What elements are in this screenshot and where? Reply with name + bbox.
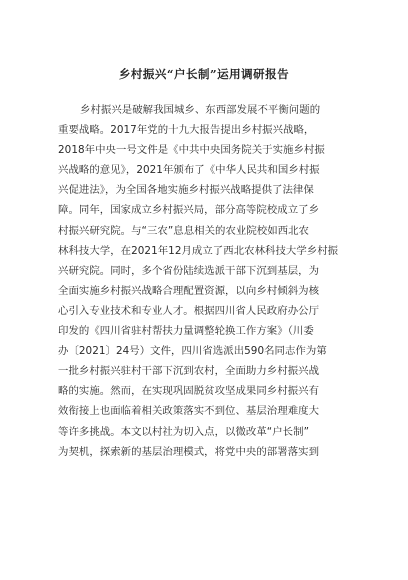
paragraph-line: 乡村振兴是破解我国城乡、东西部发展不平衡问题的	[80, 104, 321, 116]
paragraph-line: 等许多挑战。本文以村社为切入点，以微改革“户长制”	[58, 425, 309, 438]
paragraph-line: 兴研究院。同时，多个省份陆续选派干部下沉到基层，为	[58, 264, 320, 277]
paragraph-line: 心引入专业技术和专业人才。根据四川省人民政府办公厅	[58, 304, 320, 317]
paragraph-line: 2018年中央一号文件是《中共中央国务院关于实施乡村振	[58, 144, 325, 157]
paragraph-line: 兴战略的意见》，2021年颁布了《中华人民共和国乡村振	[58, 164, 320, 177]
document-title: 乡村振兴“户长制”运用调研报告	[118, 67, 290, 81]
paragraph-line: 略的实施。然而，在实现巩固脱贫攻坚成果同乡村振兴有	[58, 385, 320, 398]
paragraph-line: 效衔接上也面临着相关政策落实不到位、基层治理难度大	[58, 405, 320, 418]
paragraph-line: 林科技大学，在2021年12月成立了西北农林科技大学乡村振	[58, 244, 339, 257]
paragraph-line: 为契机，探索新的基层治理模式，将党中央的部署落实到	[58, 445, 320, 458]
paragraph-line: 办〔2021〕24号）文件，四川省选派出590名同志作为第	[58, 345, 327, 358]
paragraph-line: 村振兴研究院。与“三农”息息相关的农业院校如西北农	[58, 224, 309, 237]
paragraph-line: 一批乡村振兴驻村干部下沉到农村，全面助力乡村振兴战	[58, 365, 320, 378]
paragraph-line: 印发的《四川省驻村帮扶力量调整轮换工作方案》（川委	[58, 325, 314, 338]
document-body	[58, 100, 350, 462]
paragraph-line: 障。同年，国家成立乡村振兴局，部分高等院校成立了乡	[58, 204, 320, 217]
paragraph-line: 全面实施乡村振兴战略合理配置资源，以向乡村倾斜为核	[58, 284, 320, 297]
paragraph-line: 重要战略。2017年党的十九大报告提出乡村振兴战略，	[58, 124, 315, 137]
paragraph-line: 兴促进法》，为全国各地实施乡村振兴战略提供了法律保	[58, 184, 314, 197]
